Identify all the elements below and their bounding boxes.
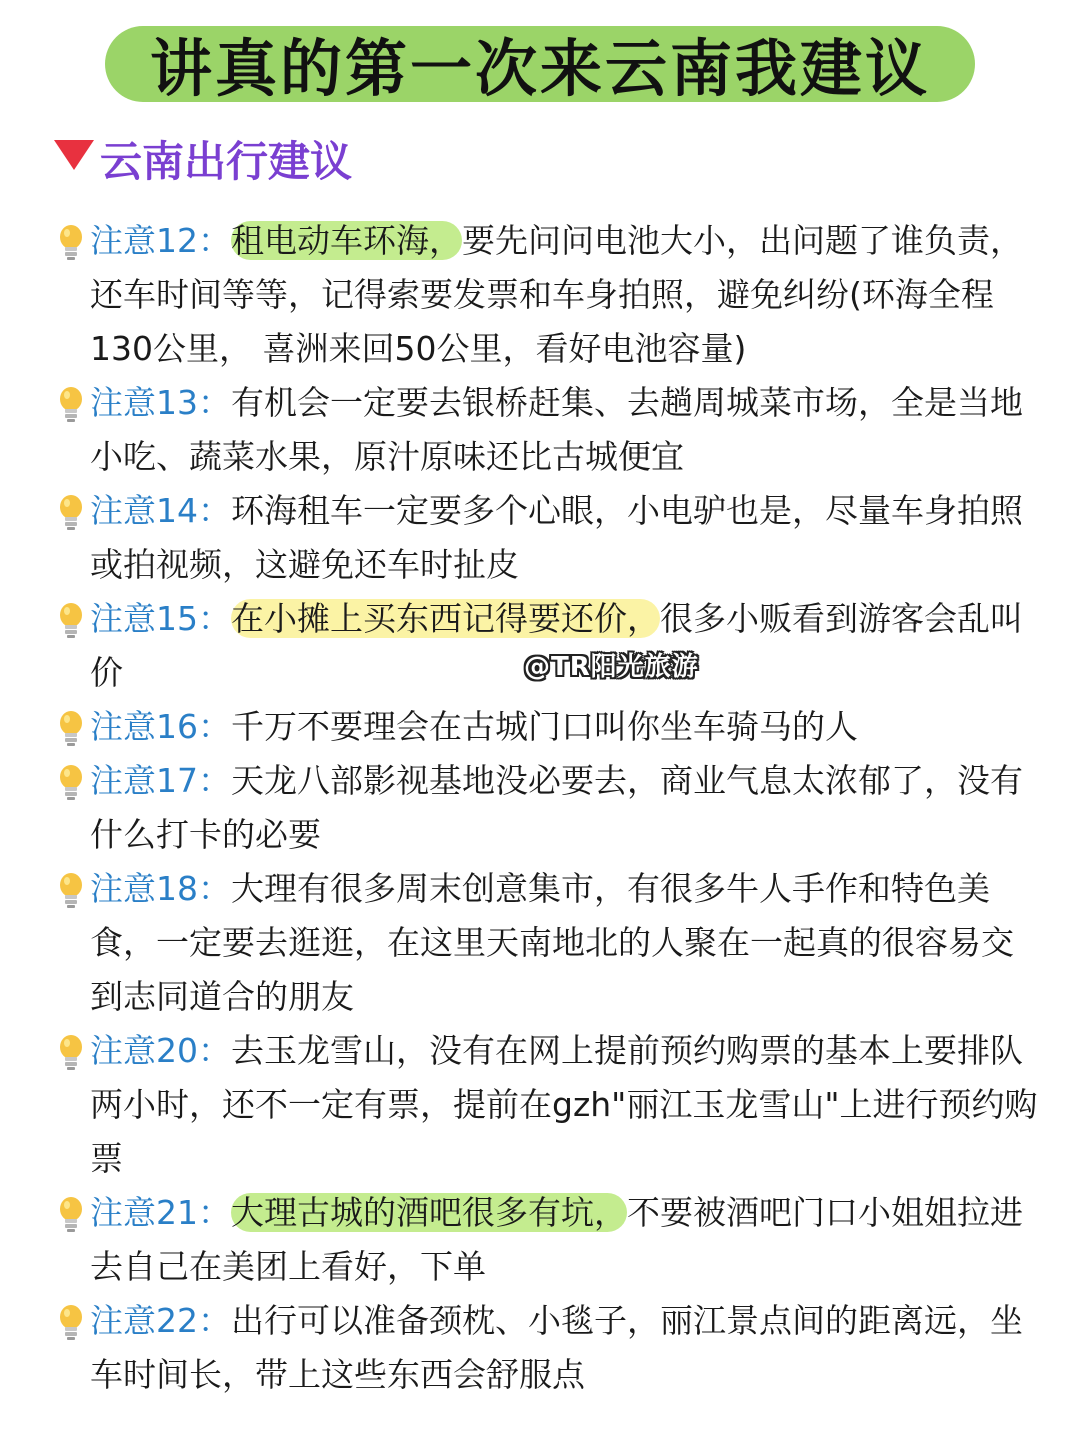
tip-item xyxy=(56,1186,1046,1294)
lightbulb-icon xyxy=(56,1033,86,1073)
lightbulb-icon xyxy=(56,1303,86,1343)
tip-label: 注意15： xyxy=(90,599,231,638)
tip-text: 千万不要理会在古城门口叫你坐车骑马的人 xyxy=(231,707,858,746)
lightbulb-icon xyxy=(56,493,86,533)
tip-item xyxy=(56,214,1046,376)
watermark: @TR阳光旅游 xyxy=(524,652,699,682)
tip-text: 大理有很多周末创意集市，有很多牛人手作和特色美食，一定要去逛逛，在这里天南地北的人聚在一起真的很容易交到志同道合的朋友 xyxy=(90,869,1014,1016)
tip-label: 注意14： xyxy=(90,491,231,530)
tip-text: 很多小贩看到游客会乱叫价 xyxy=(90,599,1023,692)
tip-highlight: 在小摊上买东西记得要还价， xyxy=(231,599,660,638)
lightbulb-icon xyxy=(56,763,86,803)
tip-text: 出行可以准备颈枕、小毯子，丽江景点间的距离远，坐车时间长，带上这些东西会舒服点 xyxy=(90,1301,1023,1394)
lightbulb-icon xyxy=(56,709,86,749)
tip-item xyxy=(56,754,1046,862)
tip-text: 要先问问电池大小，出问题了谁负责，还车时间等等，记得索要发票和车身拍照，避免纠纷(环海全程130公里， 喜洲来回50公里，看好电池容量) xyxy=(90,221,1023,368)
tip-highlight: 租电动车环海， xyxy=(231,221,462,260)
lightbulb-icon xyxy=(56,601,86,641)
tip-label: 注意12： xyxy=(90,221,231,260)
tip-text: 不要被酒吧门口小姐姐拉进去自己在美团上看好，下单 xyxy=(90,1193,1023,1286)
tip-label: 注意20： xyxy=(90,1031,231,1070)
tip-text: 去玉龙雪山，没有在网上提前预约购票的基本上要排队两小时，还不一定有票，提前在gzh"丽江玉龙雪山"上进行预约购票 xyxy=(90,1031,1038,1178)
tip-text: 天龙八部影视基地没必要去，商业气息太浓郁了，没有什么打卡的必要 xyxy=(90,761,1023,854)
tip-label: 注意18： xyxy=(90,869,231,908)
tip-label: 注意17： xyxy=(90,761,231,800)
page-title: 讲真的第一次来云南我建议 xyxy=(149,32,930,105)
tips-list xyxy=(56,214,1046,1402)
tip-label: 注意13： xyxy=(90,383,231,422)
tip-text: 环海租车一定要多个心眼，小电驴也是，尽量车身拍照或拍视频，这避免还车时扯皮 xyxy=(90,491,1023,584)
tip-label: 注意22： xyxy=(90,1301,231,1340)
tip-highlight: 大理古城的酒吧很多有坑， xyxy=(231,1193,627,1232)
tip-item xyxy=(56,1024,1046,1186)
section-title: 云南出行建议 xyxy=(100,137,353,186)
tip-item xyxy=(56,484,1046,592)
tip-text: 有机会一定要去银桥赶集、去趟周城菜市场，全是当地小吃、蔬菜水果，原汁原味还比古城便宜 xyxy=(90,383,1023,476)
tip-item xyxy=(56,1294,1046,1402)
lightbulb-icon xyxy=(56,1195,86,1235)
tip-item xyxy=(56,862,1046,1024)
tip-item xyxy=(56,700,1046,754)
tip-item xyxy=(56,376,1046,484)
tip-label: 注意21： xyxy=(90,1193,231,1232)
lightbulb-icon xyxy=(56,871,86,911)
tip-label: 注意16： xyxy=(90,707,231,746)
lightbulb-icon xyxy=(56,223,86,263)
triangle-down-icon xyxy=(54,140,94,170)
section-header xyxy=(54,132,352,192)
lightbulb-icon xyxy=(56,385,86,425)
